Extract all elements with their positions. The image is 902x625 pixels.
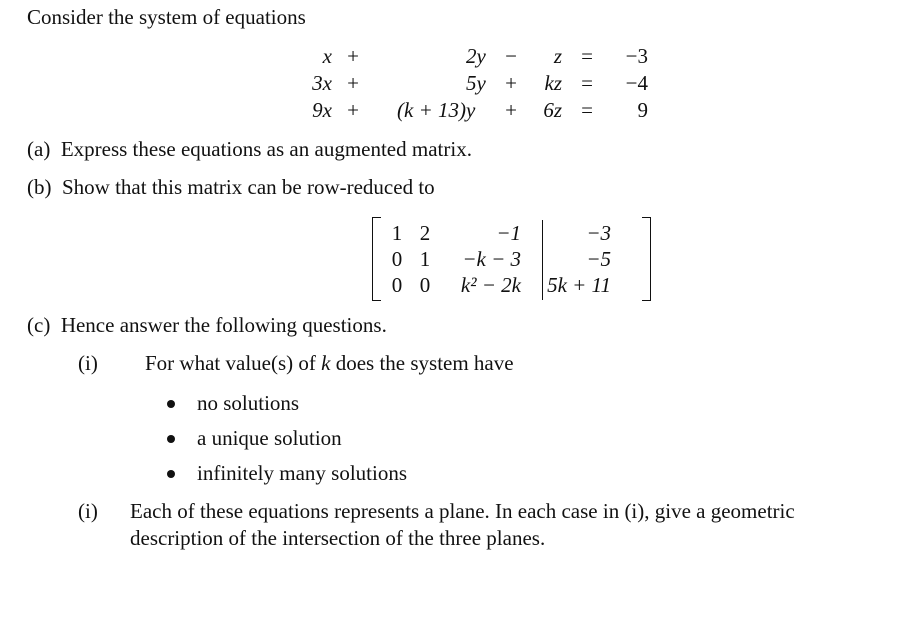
rhs-value: −4 xyxy=(625,71,648,95)
sub-ii-line2: description of the intersection of the three planes. xyxy=(130,526,546,550)
part-b xyxy=(27,175,435,200)
bullet-item: no solutions xyxy=(197,391,300,415)
term-x: 9x xyxy=(312,98,332,122)
operator: + xyxy=(347,71,359,95)
augmented-matrix xyxy=(383,220,617,298)
term-z: z xyxy=(553,44,562,68)
sub-i-label: (i) xyxy=(78,351,98,375)
equation-row xyxy=(300,70,648,97)
matrix-cell: 0 xyxy=(391,247,403,271)
matrix-row xyxy=(383,246,617,272)
part-c-text: Hence answer the following questions. xyxy=(60,313,387,337)
matrix-cell: −k − 3 xyxy=(462,247,521,271)
term-coef xyxy=(374,70,466,97)
operator: + xyxy=(505,98,517,122)
equation-row xyxy=(300,97,648,124)
operator: + xyxy=(347,44,359,68)
equals-sign: = xyxy=(581,98,593,122)
equation-system xyxy=(300,43,648,124)
part-c xyxy=(27,313,387,338)
term-y: 2y xyxy=(466,44,486,68)
sub-ii-line1: Each of these equations represents a plane. In each case in (i), give a geometric xyxy=(130,499,795,523)
term-x: 3x xyxy=(312,71,332,95)
intro-text: Consider the system of equations xyxy=(27,5,306,29)
part-a xyxy=(27,137,472,162)
matrix-cell: 1 xyxy=(419,247,431,271)
matrix-cell: 1 xyxy=(391,221,403,245)
bullet-icon xyxy=(167,400,175,408)
operator: + xyxy=(505,71,517,95)
matrix-row xyxy=(383,272,617,298)
equation-row xyxy=(300,43,648,70)
term-coef: (k + 13) xyxy=(397,98,466,122)
part-b-label: (b) xyxy=(27,175,52,199)
matrix-left-bracket xyxy=(372,217,381,301)
matrix-cell: −1 xyxy=(496,221,521,245)
equals-sign: = xyxy=(581,44,593,68)
bullet-icon xyxy=(167,470,175,478)
equals-sign: = xyxy=(581,71,593,95)
sub-ii-label: (i) xyxy=(78,499,98,523)
bullet-icon xyxy=(167,435,175,443)
operator: + xyxy=(347,98,359,122)
matrix-cell-rhs: 5k + 11 xyxy=(547,273,611,297)
sub-i-text-before: For what value(s) of xyxy=(145,351,322,375)
matrix-cell: 2 xyxy=(419,221,431,245)
sub-i-text-after: does the system have xyxy=(330,351,514,375)
part-a-text: Express these equations as an augmented matrix. xyxy=(60,137,472,161)
term-y: y xyxy=(466,98,476,122)
term-z: kz xyxy=(544,71,562,95)
rhs-value: −3 xyxy=(625,44,648,68)
term-y: 5y xyxy=(466,71,486,95)
bullet-item: a unique solution xyxy=(197,426,342,450)
matrix-cell: 0 xyxy=(391,273,403,297)
bullet-item: infinitely many solutions xyxy=(197,461,407,485)
sub-i-var: k xyxy=(321,351,331,375)
part-b-text: Show that this matrix can be row-reduced to xyxy=(62,175,435,199)
matrix-cell: k² − 2k xyxy=(460,273,521,297)
rhs-value: 9 xyxy=(637,98,648,122)
matrix-row xyxy=(383,220,617,246)
term-x: x xyxy=(322,44,332,68)
matrix-right-bracket xyxy=(642,217,651,301)
term-coef xyxy=(374,43,466,70)
sub-i-text xyxy=(145,351,514,376)
part-a-label: (a) xyxy=(27,137,51,161)
matrix-cell: 0 xyxy=(419,273,431,297)
matrix-cell-rhs: −3 xyxy=(586,221,611,245)
term-z: 6z xyxy=(543,98,562,122)
operator: − xyxy=(505,44,517,68)
part-c-label: (c) xyxy=(27,313,51,337)
matrix-cell-rhs: −5 xyxy=(586,247,611,271)
